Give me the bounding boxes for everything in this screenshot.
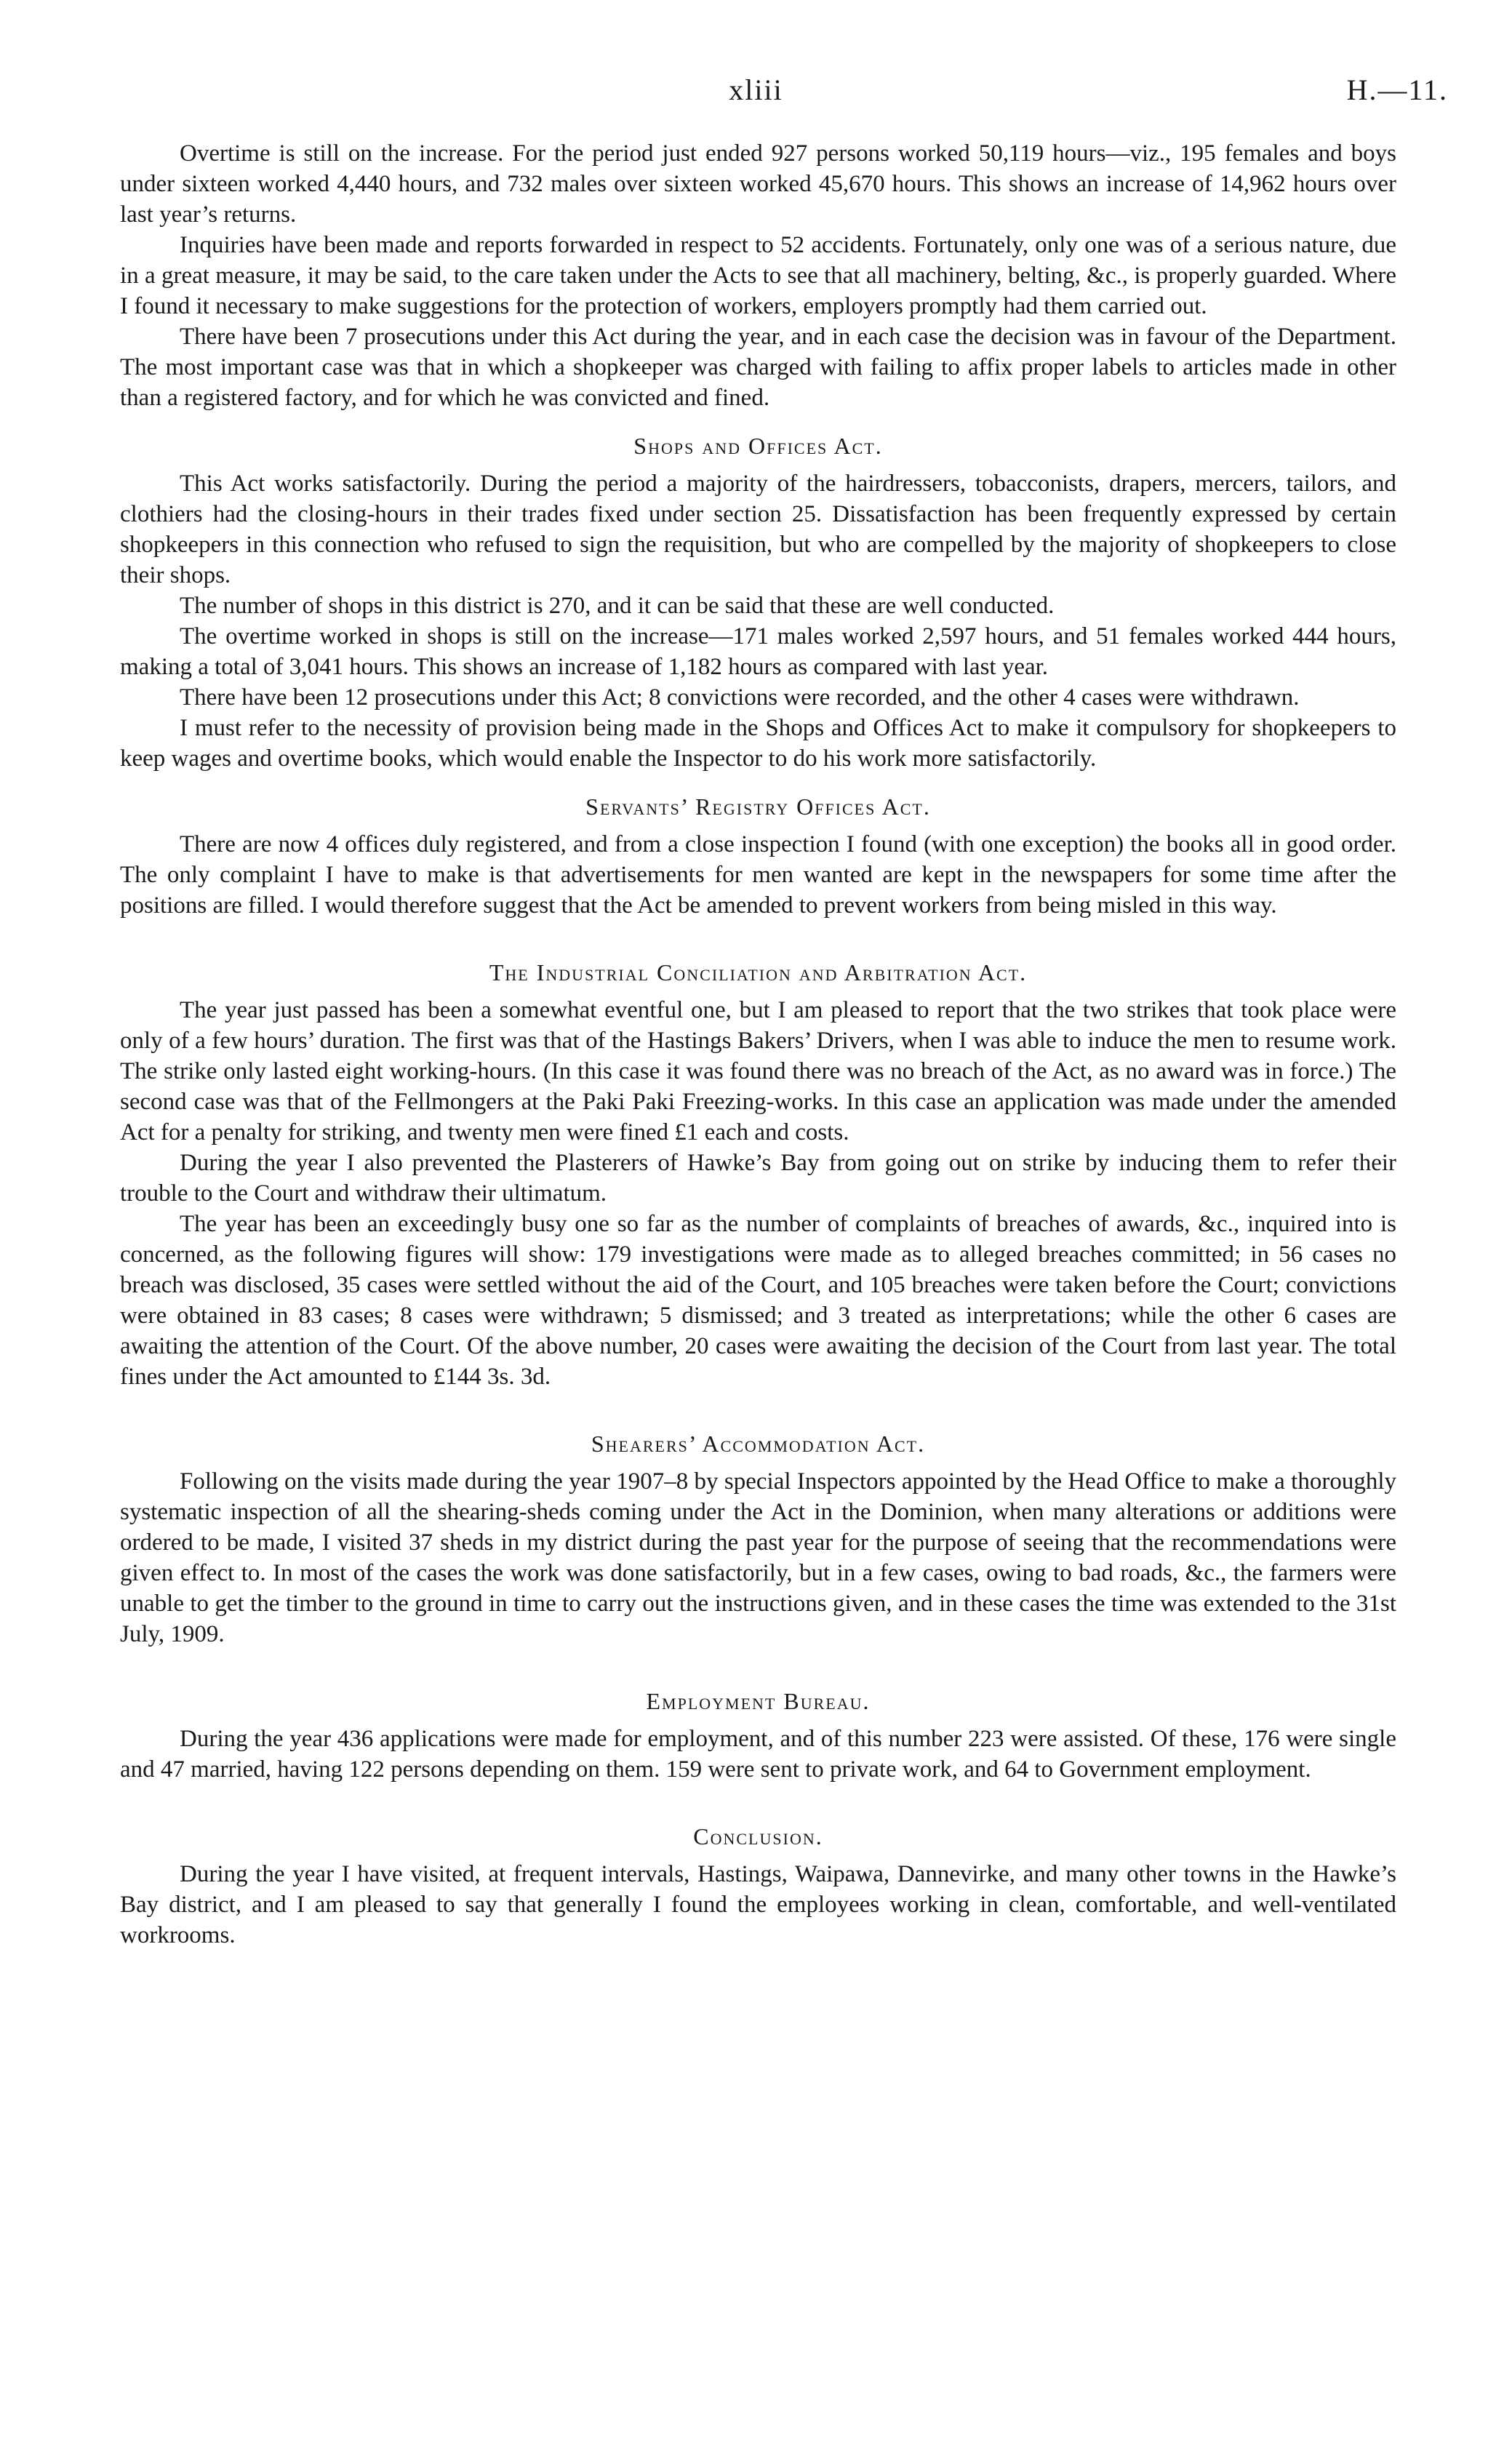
paragraph: Following on the visits made during the year 1907–8 by special Inspectors appointed by the Head Office to make a thoroughly systematic inspection of all the shearing-sheds coming under the Act in the Dominion, when many alterations or additions were ordered to be made, I visited 37 sheds in my district during the past year for the purpose of seeing that the recommendations were given effect to. In most of the cases the work was done satisfactorily, but in a few cases, owing to bad roads, &c., the farmers were unable to get the timber to the ground in time to carry out the instructions given, and in these cases the time was extended to the 31st July, 1909.: [120, 1468, 1396, 1647]
paragraph: During the year I have visited, at frequent intervals, Hastings, Waipawa, Dannevirke, and many other towns in the Hawke’s Bay district, and I am pleased to say that generally I found the employees working in clean, comfortable, and well-ventilated workrooms.: [120, 1861, 1396, 1948]
paragraph: There have been 7 prosecutions under this Act during the year, and in each case the decision was in favour of the Department. The most important case was that in which a shopkeeper was charged with failing to affix proper labels to articles made in other than a registered factory, and for which he was convicted and fined.: [120, 324, 1396, 411]
section-conclusion: [120, 1821, 1396, 1951]
section-heading: Shops and Offices Act.: [633, 433, 883, 459]
section-industrial-conciliation: [120, 957, 1396, 1392]
section-shearers-accommodation: [120, 1428, 1396, 1649]
section-heading: Employment Bureau.: [646, 1688, 871, 1714]
paragraph: There are now 4 offices duly registered, and from a close inspection I found (with one exception) the books all in good order. The only complaint I have to make is that advertisements for men wanted are kept in the newspapers for some time after the positions are filled. I would therefore suggest that the Act be amended to prevent workers from being misled in this way.: [120, 831, 1396, 919]
paragraph: The year just passed has been a somewhat eventful one, but I am pleased to report that the two strikes that took place were only of a few hours’ duration. The first was that of the Hastings Bakers’ Drivers, when I was able to induce the men to resume work. The strike only lasted eight working-hours. (In this case it was found there was no breach of the Act, as no award was in force.) The second case was that of the Fellmongers at the Paki Paki Freezing-works. In this case an application was made under the amended Act for a penalty for striking, and twenty men were fined £1 each and costs.: [120, 997, 1396, 1145]
section-heading: Shearers’ Accommodation Act.: [591, 1431, 926, 1457]
paragraph: Inquiries have been made and reports forwarded in respect to 52 accidents. Fortunately, only one was of a serious nature, due in a great measure, it may be said, to the care taken under the Acts to see that all machinery, belting, &c., is properly guarded. Where I found it necessary to make suggestions for the protection of workers, employers promptly had them carried out.: [120, 232, 1396, 319]
section-heading: Conclusion.: [693, 1823, 823, 1849]
paragraph: There have been 12 prosecutions under this Act; 8 convictions were recorded, and the other 4 cases were withdrawn.: [180, 684, 1300, 711]
paragraph: I must refer to the necessity of provision being made in the Shops and Offices Act to make it compulsory for shopkeepers to keep wages and overtime books, which would enable the Inspector to do his work more satisfactorily.: [120, 715, 1396, 772]
sheet-reference: H.—11.: [1346, 73, 1448, 106]
paragraph: During the year 436 applications were made for employment, and of this number 223 were assisted. Of these, 176 were single and 47 married, having 122 persons depending on them. 159 were sent to private work, and 64 to Government employment.: [120, 1726, 1396, 1783]
paragraph: During the year I also prevented the Plasterers of Hawke’s Bay from going out on strike by inducing them to refer their trouble to the Court and withdraw their ultimatum.: [120, 1150, 1396, 1207]
paragraph: The year has been an exceedingly busy one so far as the number of complaints of breaches of awards, &c., inquired into is concerned, as the following figures will show: 179 investigations were made as to alleged breaches committed; in 56 cases no breach was disclosed, 35 cases were settled without the aid of the Court, and 105 breaches were taken before the Court; convictions were obtained in 83 cases; 8 cases were withdrawn; 5 dismissed; and 3 treated as interpretations; while the other 6 cases are awaiting the attention of the Court. Of the above number, 20 cases were awaiting the decision of the Court from last year. The total fines under the Act amounted to £144 3s. 3d.: [120, 1211, 1396, 1390]
section-servants-registry: [120, 791, 1396, 921]
paragraph: The number of shops in this district is 270, and it can be said that these are well conducted.: [180, 593, 1055, 619]
section-employment-bureau: [120, 1686, 1396, 1785]
section-heading: Servants’ Registry Offices Act.: [585, 793, 931, 820]
section-overtime: [120, 138, 1396, 413]
paragraph: This Act works satisfactorily. During the period a majority of the hairdressers, tobacconists, drapers, mercers, tailors, and clothiers had the closing-hours in their trades fixed under section 25. Dissatisfaction has been frequently expressed by certain shopkeepers in this connection who refused to sign the requisition, but who are compelled by the majority of shopkeepers to close their shops.: [120, 471, 1396, 588]
page-header: [0, 73, 1512, 116]
section-shops-and-offices: [120, 431, 1396, 774]
section-heading: The Industrial Conciliation and Arbitration Act.: [489, 959, 1028, 985]
paragraph: The overtime worked in shops is still on the increase—171 males worked 2,597 hours, and 51 females worked 444 hours, making a total of 3,041 hours. This shows an increase of 1,182 hours as compared with last year.: [120, 623, 1396, 680]
paragraph: Overtime is still on the increase. For the period just ended 927 persons worked 50,119 hours—viz., 195 females and boys under sixteen worked 4,440 hours, and 732 males over sixteen worked 45,670 hours. This shows an increase of 14,962 hours over last year’s returns.: [120, 140, 1396, 228]
document-body: [120, 138, 1396, 1951]
page-number: xliii: [729, 73, 783, 106]
